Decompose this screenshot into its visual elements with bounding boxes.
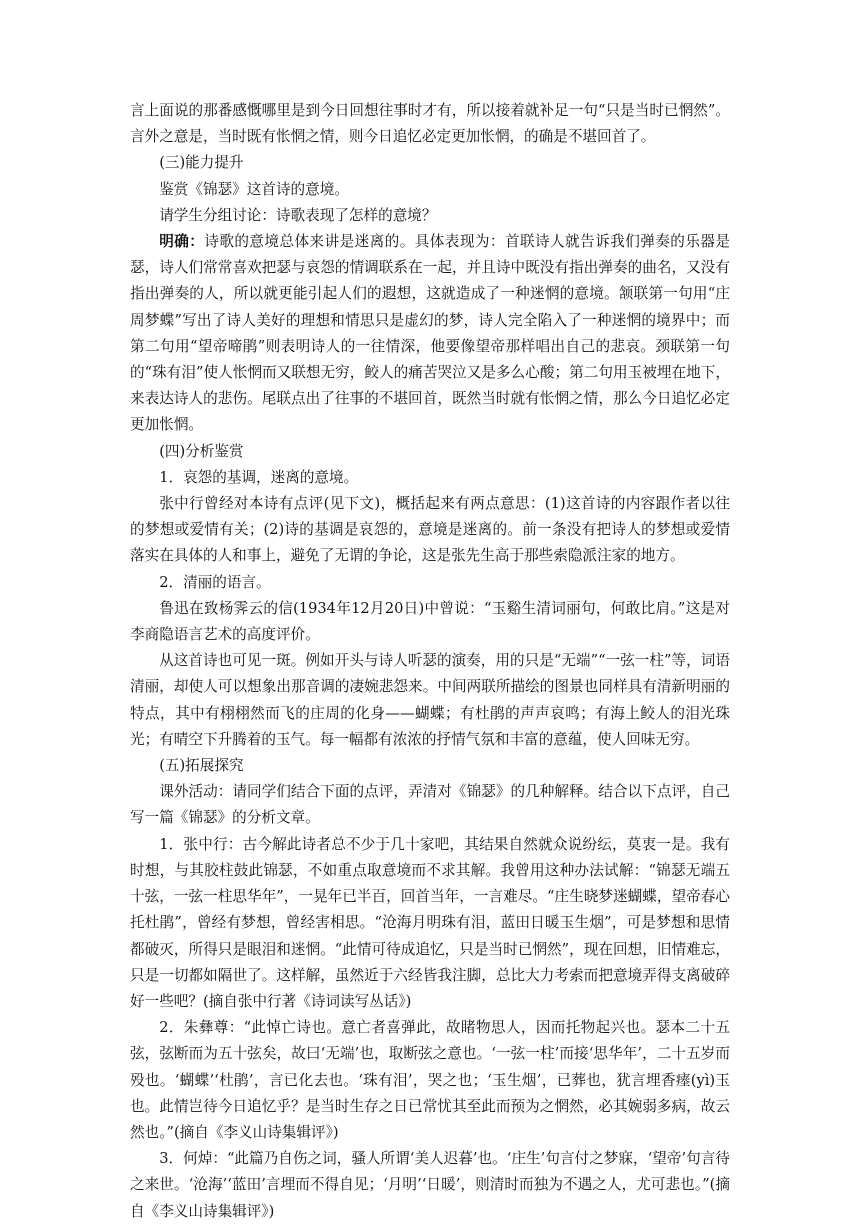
- paragraph-discussion: 请学生分组讨论：诗歌表现了怎样的意境？: [159, 206, 437, 224]
- paragraph-answer: [130, 229, 730, 439]
- paragraph-comment-he: 3．何焯：“此篇乃自伤之词，骚人所谓‘美人迟暮’也。‘庄生’句言付之梦寐，‘望帝’句言待之来世。‘沧海’‘蓝田’言埋而不得自见；‘月明’‘日暖’，则清时而独为不遇之人，尤可悲也。”(摘自《李义山诗集辑评》): [130, 1150, 730, 1220]
- paragraph-luxun: 鲁迅在致杨霁云的信(1934年12月20日)中曾说：“玉谿生清词丽句，何敢比肩。”这是对李商隐语言艺术的高度评价。: [130, 599, 730, 644]
- paragraph-zhang-summary: 张中行曾经对本诗有点评(见下文)，概括起来有两点意思：(1)这首诗的内容跟作者以往的梦想或爱情有关；(2)诗的基调是哀怨的，意境是迷离的。前一条没有把诗人的梦想或爱情落实在具体的人和事上，避免了无谓的争论，这是张先生高于那些索隐派注家的地方。: [130, 495, 730, 565]
- section-heading-extension: (五)拓展探究: [159, 757, 244, 775]
- document-body: [130, 98, 730, 1225]
- answer-text: 诗歌的意境总体来讲是迷离的。具体表现为：首联诗人就告诉我们弹奏的乐器是瑟，诗人们常常喜欢把瑟与哀怨的情调联系在一起，并且诗中既没有指出弹奏的曲名，又没有指出弹奏的人，所以就更能引起人们的遐想，这就造成了一种迷惘的意境。颔联第一句用“庄周梦蝶”写出了诗人美好的理想和情思只是虚幻的梦，诗人完全陷入了一种迷惘的境界中；而第二句用“望帝啼鹃”则表明诗人的一往情深，他要像望帝那样唱出自己的悲哀。颈联第一句的“珠有泪”使人怅惘而又联想无穷，鲛人的痛苦哭泣又是多么心酸；第二句用玉被埋在地下，来表达诗人的悲伤。尾联点出了往事的不堪回首，既然当时就有怅惘之情，那么今日追忆必定更加怅惘。: [130, 233, 730, 434]
- paragraph-point-2: 2．清丽的语言。: [159, 573, 271, 591]
- section-heading-ability: (三)能力提升: [159, 154, 244, 172]
- paragraph-point-1: 1．哀怨的基调，迷离的意境。: [159, 468, 359, 486]
- paragraph-task: 鉴赏《锦瑟》这首诗的意境。: [159, 180, 349, 198]
- paragraph-intro: 言上面说的那番感慨哪里是到今日回想往事时才有，所以接着就补足一句“只是当时已惘然”。言外之意是，当时既有怅惘之情，则今日追忆必定更加怅惘，的确是不堪回首了。: [130, 102, 730, 146]
- answer-lead: 明确：: [159, 233, 205, 251]
- paragraph-comment-zhu: 2．朱彝尊：“此悼亡诗也。意亡者喜弹此，故睹物思人，因而托物起兴也。瑟本二十五弦，弦断而为五十弦矣，故曰‘无端’也，取断弦之意也。‘一弦一柱’而接‘思华年’，二十五岁而殁也。‘蝴蝶’‘杜鹃’，言已化去也。‘珠有泪’，哭之也；‘玉生烟’，已葬也，犹言埋香瘗(yì)玉也。此情岂待今日追忆乎？是当时生存之日已常忧其至此而预为之惘然，必其婉弱多病，故云然也。”(摘自《李义山诗集辑评》): [130, 1019, 730, 1141]
- paragraph-activity: 课外活动：请同学们结合下面的点评，弄清对《锦瑟》的几种解释。结合以下点评，自己写一篇《锦瑟》的分析文章。: [130, 783, 730, 827]
- paragraph-example: 从这首诗也可见一斑。例如开头与诗人听瑟的演奏，用的只是“无端”“一弦一柱”等，词语清丽，却使人可以想象出那音调的凄婉悲怨来。中间两联所描绘的图景也同样具有清新明丽的特点，其中有栩栩然而飞的庄周的化身——蝴蝶；有杜鹃的声声哀鸣；有海上鲛人的泪光珠光；有晴空下升腾着的玉气。每一幅都有浓浓的抒情气氛和丰富的意蕴，使人回味无穷。: [130, 652, 730, 748]
- paragraph-comment-zhang: 1．张中行：古今解此诗者总不少于几十家吧，其结果自然就众说纷纭，莫衷一是。我有时想，与其胶柱鼓此锦瑟，不如重点取意境而不求其解。我曾用这种办法试解：“锦瑟无端五十弦，一弦一柱思华年”，一晃年已半百，回首当年，一言难尽。“庄生晓梦迷蝴蝶，望帝春心托杜鹃”，曾经有梦想，曾经害相思。“沧海月明珠有泪，蓝田日暖玉生烟”，可是梦想和思情都破灭，所得只是眼泪和迷惘。“此情可待成追忆，只是当时已惘然”，现在回想，旧情难忘，只是一切都如隔世了。这样解，虽然近于六经皆我注脚，总比大力考索而把意境弄得支离破碎好一些吧？(摘自张中行著《诗词读写丛话》): [130, 835, 730, 1010]
- section-heading-analysis: (四)分析鉴赏: [159, 442, 244, 460]
